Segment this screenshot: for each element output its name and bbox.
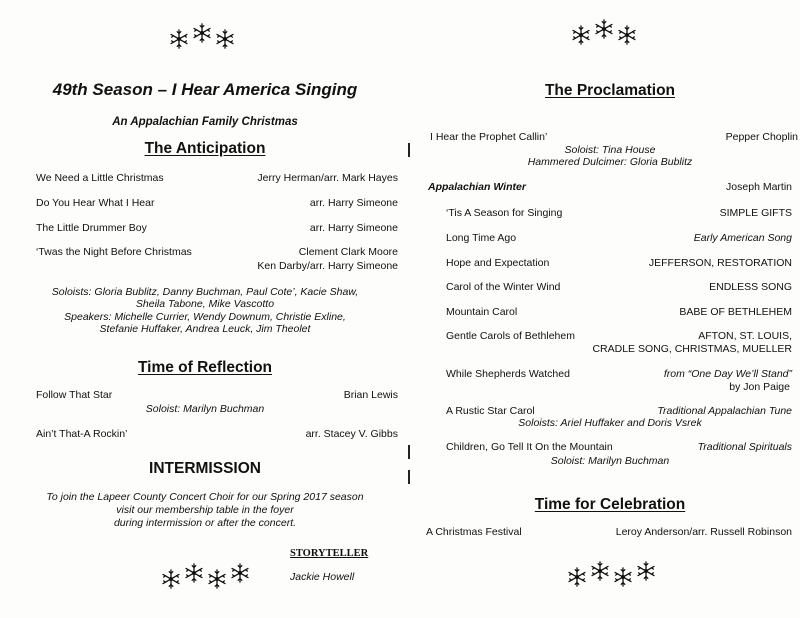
- program-item-composer: arr. Harry Simeone: [309, 197, 398, 209]
- section-heading-celebration: Time for Celebration: [534, 496, 686, 513]
- soloists-credits: Soloists: Gloria Bublitz, Danny Buchman, Paul Cote’, Kacie Shaw,: [51, 286, 359, 298]
- suite-movement-title: Carol of the Winter Wind: [446, 281, 561, 293]
- suite-movement-source: BABE OF BETHLEHEM: [679, 306, 792, 318]
- suite-movement-title: Gentle Carols of Bethlehem: [446, 330, 575, 342]
- snowflake-icon: [635, 560, 657, 582]
- program-item-composer: arr. Stacey V. Gibbs: [305, 428, 398, 440]
- snowflake-icon: [612, 566, 634, 588]
- soloist-note: Soloist: Marilyn Buchman: [550, 455, 670, 467]
- section-heading-proclamation: The Proclamation: [544, 82, 676, 99]
- suite-movement-source: ENDLESS SONG: [709, 281, 792, 293]
- suite-movement-source-secondary: by Jon Paige: [729, 381, 790, 393]
- season-title: 49th Season – I Hear America Singing: [52, 80, 358, 99]
- snowflake-icon: [589, 560, 611, 582]
- program-item-title: The Little Drummer Boy: [36, 222, 147, 234]
- suite-movement-title: Mountain Carol: [446, 306, 518, 318]
- program-item-composer: Brian Lewis: [343, 389, 398, 401]
- program-item-title: Follow That Star: [36, 389, 113, 401]
- program-item-title: Do You Hear What I Hear: [36, 197, 155, 209]
- suite-movement-source: from “One Day We’ll Stand”: [663, 368, 792, 380]
- intermission-note: during intermission or after the concert.: [113, 517, 297, 529]
- snowflake-icon: [570, 24, 592, 46]
- program-item-composer: Clement Clark Moore: [298, 246, 398, 258]
- program-item-title: ‘Twas the Night Before Christmas: [36, 246, 192, 258]
- snowflake-icon: [160, 568, 182, 590]
- snowflake-icon: [183, 562, 205, 584]
- suite-movement-source: Traditional Appalachian Tune: [657, 405, 792, 417]
- intermission-note: To join the Lapeer County Concert Choir for our Spring 2017 season: [46, 491, 364, 503]
- speakers-credits: Speakers: Michelle Currier, Wendy Downum, Christie Exline,: [64, 311, 346, 323]
- snowflake-ornament-bottom-right: [566, 566, 657, 588]
- suite-movement-title: Children, Go Tell It On the Mountain: [446, 441, 613, 453]
- suite-movement-title: Long Time Ago: [446, 232, 517, 244]
- program-item-title: We Need a Little Christmas: [36, 172, 164, 184]
- suite-movement-source: JEFFERSON, RESTORATION: [648, 257, 792, 269]
- snowflake-icon: [229, 562, 251, 584]
- section-heading-anticipation: The Anticipation: [144, 140, 266, 157]
- suite-title: Appalachian Winter: [428, 181, 526, 193]
- program-item-title: A Christmas Festival: [426, 526, 522, 538]
- instrumentalist-note: Hammered Dulcimer: Gloria Bublitz: [527, 156, 693, 168]
- storyteller-name: Jackie Howell: [290, 571, 355, 583]
- snowflake-icon: [168, 28, 190, 50]
- suite-movement-title: A Rustic Star Carol: [446, 405, 535, 417]
- snowflake-icon: [593, 18, 615, 40]
- snowflake-icon: [616, 24, 638, 46]
- program-item-title: Ain’t That-A Rockin’: [36, 428, 128, 440]
- snowflake-ornament-top-right: [570, 24, 638, 46]
- program-item-composer: arr. Harry Simeone: [309, 222, 398, 234]
- right-page: [410, 0, 800, 618]
- snowflake-icon: [191, 22, 213, 44]
- soloists-credits: Sheila Tabone, Mike Vascotto: [135, 298, 275, 310]
- suite-composer: Joseph Martin: [726, 181, 792, 193]
- program-item-composer-secondary: Ken Darby/arr. Harry Simeone: [257, 260, 398, 272]
- program-item-composer: Pepper Choplin: [725, 131, 798, 143]
- suite-movement-title: Hope and Expectation: [446, 257, 550, 269]
- concert-subtitle: An Appalachian Family Christmas: [112, 116, 298, 128]
- intermission-note: visit our membership table in the foyer: [116, 504, 294, 516]
- snowflake-ornament-top-left: [168, 28, 236, 50]
- snowflake-icon: [214, 28, 236, 50]
- suite-movement-source-secondary: CRADLE SONG, CHRISTMAS, MUELLER: [592, 343, 792, 355]
- soloist-note: Soloists: Ariel Huffaker and Doris Vsrek: [518, 417, 702, 429]
- soloist-note: Soloist: Tina House: [564, 144, 656, 156]
- section-heading-reflection: Time of Reflection: [137, 359, 273, 376]
- snowflake-icon: [566, 566, 588, 588]
- program-item-composer: Jerry Herman/arr. Mark Hayes: [257, 172, 398, 184]
- snowflake-ornament-bottom-left: [160, 568, 251, 590]
- soloist-note: Soloist: Marilyn Buchman: [145, 403, 265, 415]
- intermission-heading: INTERMISSION: [149, 460, 261, 477]
- suite-movement-source: AFTON, ST. LOUIS,: [698, 330, 792, 342]
- suite-movement-title: ‘Tis A Season for Singing: [446, 207, 563, 219]
- suite-movement-source: SIMPLE GIFTS: [719, 207, 792, 219]
- suite-movement-title: While Shepherds Watched: [446, 368, 570, 380]
- snowflake-icon: [206, 568, 228, 590]
- program-item-composer: Leroy Anderson/arr. Russell Robinson: [615, 526, 792, 538]
- storyteller-label: STORYTELLER: [290, 548, 369, 559]
- suite-movement-source: Traditional Spirituals: [697, 441, 792, 453]
- suite-movement-source: Early American Song: [693, 232, 792, 244]
- program-item-title: I Hear the Prophet Callin’: [430, 131, 548, 143]
- speakers-credits: Stefanie Huffaker, Andrea Leuck, Jim Theolet: [99, 323, 311, 335]
